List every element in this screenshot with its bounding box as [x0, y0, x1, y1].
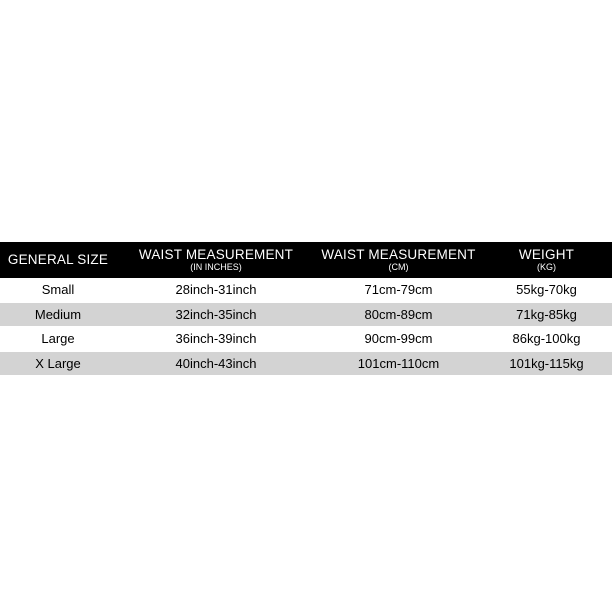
cell-waist-inches: 32inch-35inch — [116, 302, 316, 327]
table-row — [0, 327, 612, 352]
table-row — [0, 302, 612, 327]
cell-waist-cm: 101cm-110cm — [316, 351, 481, 376]
cell-waist-inches: 28inch-31inch — [116, 278, 316, 302]
header-weight-unit: (KG) — [537, 261, 556, 272]
header-waist-cm-label: WAIST MEASUREMENT — [321, 247, 476, 263]
cell-weight: 86kg-100kg — [481, 327, 612, 352]
header-weight-label: WEIGHT — [518, 247, 575, 263]
header-waist-cm — [316, 242, 481, 278]
header-waist-inches — [116, 242, 316, 278]
header-weight — [481, 242, 612, 278]
header-waist-cm-unit: (CM) — [388, 261, 409, 272]
cell-weight: 55kg-70kg — [481, 278, 612, 302]
table-row — [0, 278, 612, 302]
header-waist-inches-label: WAIST MEASUREMENT — [138, 247, 294, 263]
header-general-size — [0, 242, 116, 278]
cell-waist-inches: 36inch-39inch — [116, 327, 316, 352]
cell-waist-cm: 80cm-89cm — [316, 302, 481, 327]
header-waist-inches-unit: (IN INCHES) — [190, 261, 242, 272]
cell-waist-cm: 90cm-99cm — [316, 327, 481, 352]
cell-waist-cm: 71cm-79cm — [316, 278, 481, 302]
header-general-size-label: GENERAL SIZE — [7, 252, 109, 268]
cell-size: Large — [0, 327, 116, 352]
table-header-row — [0, 242, 612, 278]
cell-waist-inches: 40inch-43inch — [116, 351, 316, 376]
cell-weight: 71kg-85kg — [481, 302, 612, 327]
size-chart-table — [0, 242, 612, 376]
cell-size: X Large — [0, 351, 116, 376]
cell-weight: 101kg-115kg — [481, 351, 612, 376]
cell-size: Small — [0, 278, 116, 302]
table-row — [0, 351, 612, 376]
cell-size: Medium — [0, 302, 116, 327]
